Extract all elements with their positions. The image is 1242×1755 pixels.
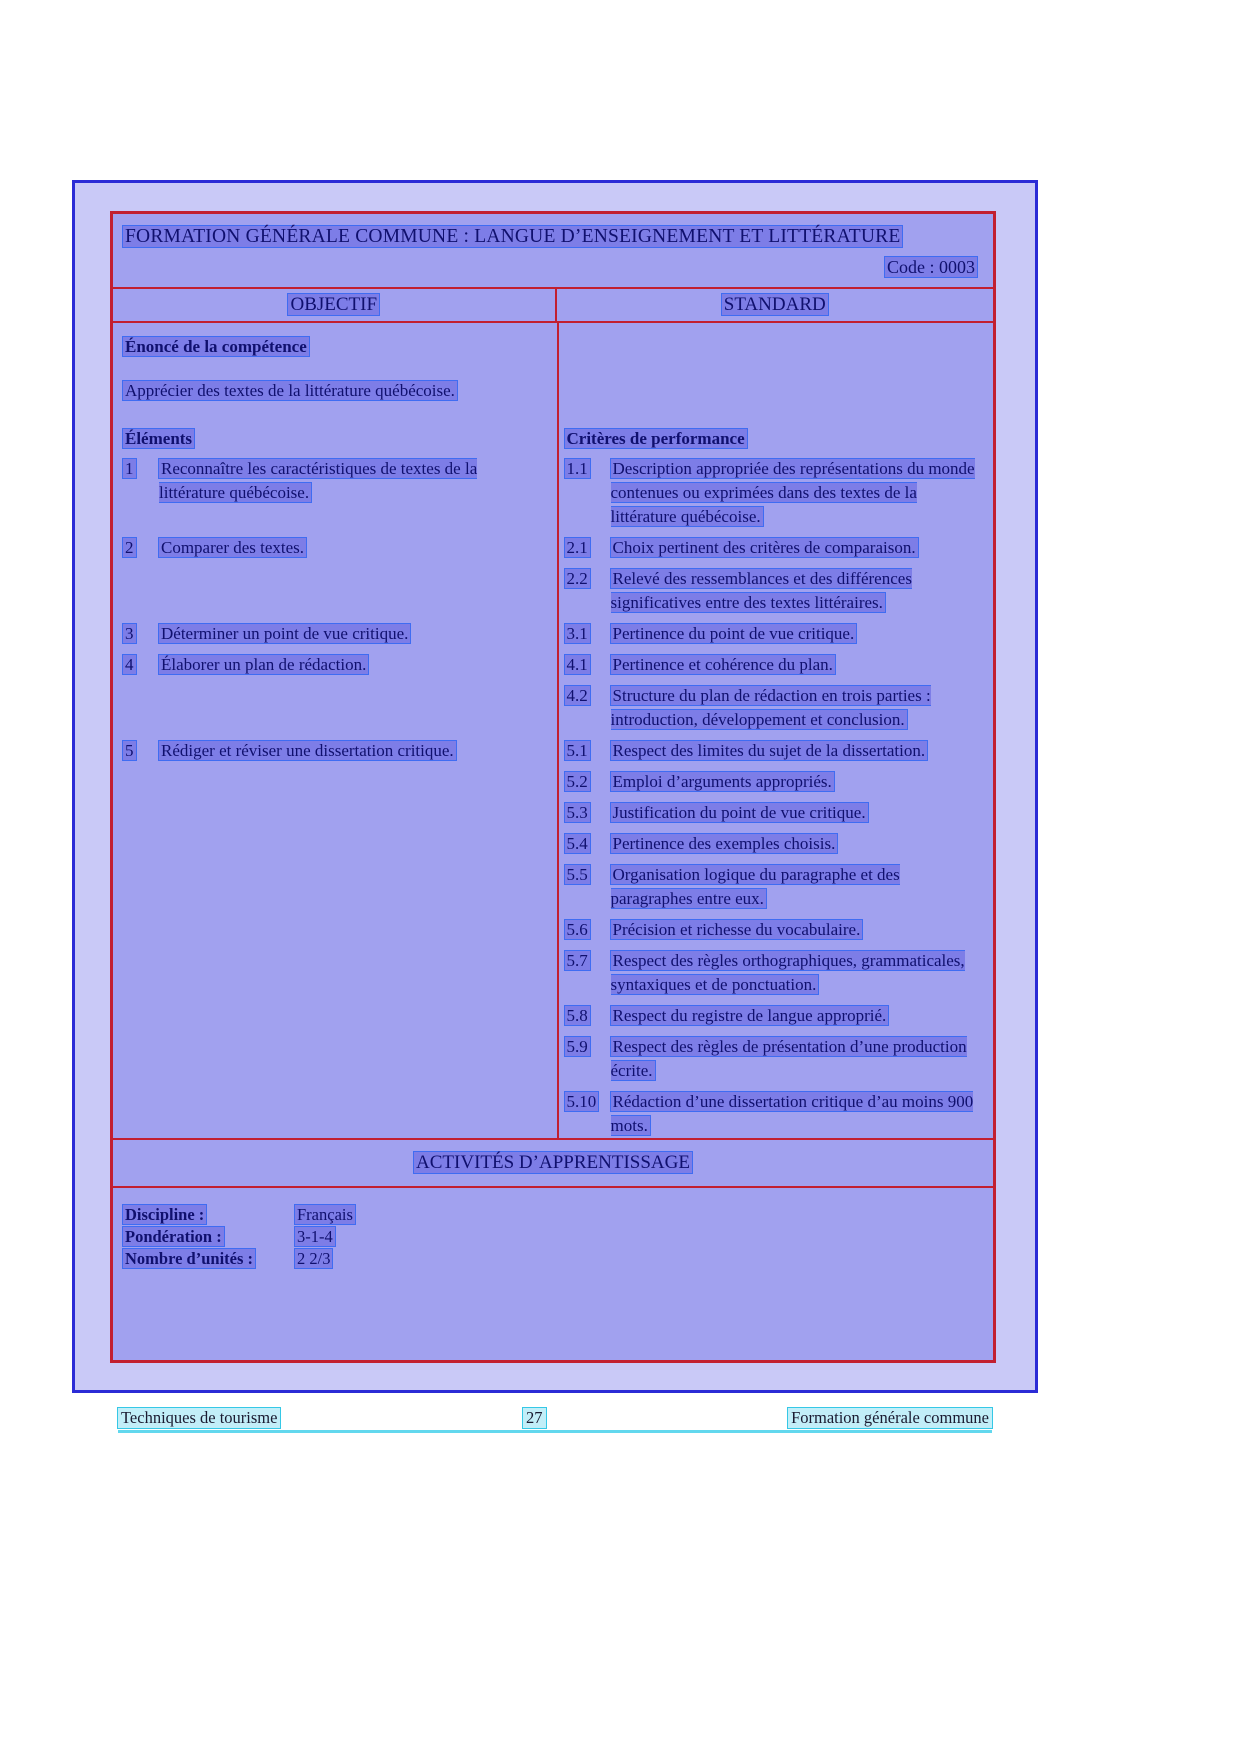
criterion-number [565,1090,611,1138]
criterion-text [611,653,983,677]
element-item [123,739,541,763]
text-run: Français [297,1205,353,1224]
criterion-number [565,801,611,825]
title-block [113,214,993,282]
criterion-number [565,1004,611,1028]
footer-right: Formation générale commune [788,1408,992,1428]
criterion-number [565,832,611,856]
text-run: 5.2 [566,772,588,791]
standard-cell [557,536,993,622]
text-run: 5.8 [566,1006,588,1025]
criterion-text [611,949,983,997]
criterion-text [611,622,983,646]
objectif-column-header [113,289,557,321]
criterion-item [565,801,983,825]
footer-page-number: 27 [523,1408,546,1428]
criterion-item [565,684,983,732]
criterion-number [565,684,611,732]
text-run: 3.1 [566,624,588,643]
page-footer [118,1408,992,1433]
objectif-cell [113,739,557,1138]
page-frame [72,180,1038,1393]
criterion-item [565,739,983,763]
criterion-number [565,457,611,529]
competence-text: Apprécier des textes de la littérature québécoise. [125,381,455,400]
element-text [159,739,541,763]
criterion-number [565,863,611,911]
objectif-cell [113,653,557,739]
competence-cell [113,335,557,427]
text-run: 5.6 [566,920,588,939]
standard-header-label: STANDARD [723,294,826,315]
criterion-item [565,770,983,794]
standard-cell [557,653,993,739]
criterion-item [565,1090,983,1138]
text-run: Respect du registre de langue approprié. [612,1006,887,1025]
objective-standard-body [113,323,993,1138]
criterion-item [565,949,983,997]
competence-block [113,323,993,427]
criterion-item [565,653,983,677]
text-run: 5 [125,741,134,760]
text-run: Relevé des ressemblances et des différences significatives entre des textes littéraires. [610,569,912,612]
criteria-heading: Critères de performance [566,429,745,448]
text-run: 4.1 [566,655,588,674]
activity-field-value [295,1226,981,1247]
program-table [110,211,996,1363]
criterion-text [611,832,983,856]
text-run: Respect des règles de présentation d’une production écrite. [610,1037,967,1080]
criterion-text [611,801,983,825]
element-number [123,457,159,505]
criterion-number [565,567,611,615]
activity-field [123,1204,981,1225]
text-run: 2 [125,538,134,557]
text-run: Respect des limites du sujet de la dissertation. [612,741,926,760]
element-text [159,653,541,677]
text-run: 3-1-4 [297,1227,333,1246]
criterion-item [565,1004,983,1028]
text-run: Structure du plan de rédaction en trois parties : introduction, développement et conclusion. [610,686,931,729]
element-number [123,536,159,560]
criterion-text [611,1035,983,1083]
criterion-text [611,770,983,794]
criterion-number [565,770,611,794]
text-run: 5.9 [566,1037,588,1056]
text-run: Pertinence du point de vue critique. [612,624,855,643]
text-run: Précision et richesse du vocabulaire. [612,920,861,939]
document-title: FORMATION GÉNÉRALE COMMUNE : LANGUE D’ENSEIGNEMENT ET LITTÉRATURE [125,226,901,247]
criterion-item [565,918,983,942]
text-run: 5.4 [566,834,588,853]
criterion-item [565,536,983,560]
text-run: Pertinence et cohérence du plan. [612,655,833,674]
elements-heading: Éléments [125,429,193,448]
activity-field [123,1226,981,1247]
text-run: 2 2/3 [297,1249,331,1268]
element-number [123,739,159,763]
text-run: 1.1 [566,459,588,478]
text-run: Déterminer un point de vue critique. [161,624,409,643]
element-item [123,457,541,505]
element-item [123,536,541,560]
criterion-text [611,1090,983,1138]
text-run: Organisation logique du paragraphe et des paragraphes entre eux. [610,865,900,908]
column-divider [557,323,559,1138]
activity-field-label [123,1204,295,1225]
criterion-item [565,832,983,856]
criterion-text [611,457,983,529]
standard-cell [557,622,993,653]
competence-heading: Énoncé de la compétence [125,337,307,356]
criterion-text [611,567,983,615]
text-run: Respect des règles orthographiques, grammaticales, syntaxiques et de ponctuation. [610,951,965,994]
table-row [113,457,993,536]
element-item [123,653,541,677]
criterion-text [611,1004,983,1028]
text-run: Emploi d’arguments appropriés. [612,772,832,791]
table-row [113,536,993,622]
text-run: Nombre d’unités : [125,1249,254,1268]
element-item [123,622,541,646]
text-run: Description appropriée des représentations du monde contenues ou exprimées dans des textes de la littérature québécoise. [610,459,975,526]
text-run: Reconnaître les caractéristiques de textes de la littérature québécoise. [159,459,478,502]
activities-details [113,1188,993,1360]
activity-field-value [295,1204,981,1225]
text-run: 5.5 [566,865,588,884]
criterion-number [565,536,611,560]
criterion-number [565,918,611,942]
criterion-item [565,1035,983,1083]
text-run: 5.1 [566,741,588,760]
criterion-number [565,1035,611,1083]
competence-right-cell [557,335,993,427]
text-run: 2.1 [566,538,588,557]
table-row [113,739,993,1138]
criteria-heading-cell [557,427,993,451]
activity-field-label [123,1248,295,1269]
text-run: 2.2 [566,569,588,588]
text-run: 3 [125,624,134,643]
elements-heading-cell [113,427,557,451]
criterion-number [565,949,611,997]
objectif-cell [113,457,557,536]
criterion-text [611,536,983,560]
text-run: Comparer des textes. [161,538,305,557]
text-run: Pertinence des exemples choisis. [612,834,836,853]
criterion-text [611,739,983,763]
text-run: 5.3 [566,803,588,822]
criterion-item [565,567,983,615]
criterion-number [565,622,611,646]
text-run: Justification du point de vue critique. [612,803,866,822]
text-run: 4.2 [566,686,588,705]
text-run: Choix pertinent des critères de comparaison. [612,538,916,557]
code-label: Code : 0003 [887,257,975,277]
criterion-number [565,739,611,763]
standard-cell [557,457,993,536]
activity-field-label [123,1226,295,1247]
element-text [159,622,541,646]
standard-cell [557,739,993,1138]
element-text [159,536,541,560]
objectif-cell [113,536,557,622]
table-row [113,653,993,739]
objectif-header-label: OBJECTIF [290,294,378,315]
text-run: 5.10 [566,1092,597,1111]
objectif-cell [113,622,557,653]
activity-field-value [295,1248,981,1269]
column-headers [113,287,993,323]
element-text [159,457,541,505]
text-run: Rédaction d’une dissertation critique d’au moins 900 mots. [610,1092,974,1135]
criterion-item [565,457,983,529]
criterion-text [611,918,983,942]
text-run: Rédiger et réviser une dissertation critique. [161,741,454,760]
element-number [123,653,159,677]
table-row [113,622,993,653]
objective-standard-rows [113,457,993,1138]
text-run: Discipline : [125,1205,205,1224]
criterion-item [565,863,983,911]
activity-field [123,1248,981,1269]
text-run: Pondération : [125,1227,222,1246]
element-number [123,622,159,646]
criterion-text [611,684,983,732]
text-run: 5.7 [566,951,588,970]
criterion-item [565,622,983,646]
activities-header-row [113,1138,993,1188]
criterion-text [611,863,983,911]
criterion-number [565,653,611,677]
footer-left: Techniques de tourisme [118,1408,280,1428]
standard-column-header [557,289,993,321]
text-run: 4 [125,655,134,674]
subheadings-row [113,427,993,451]
text-run: Élaborer un plan de rédaction. [161,655,367,674]
text-run: 1 [125,459,134,478]
activities-heading: ACTIVITÉS D’APPRENTISSAGE [416,1152,690,1173]
